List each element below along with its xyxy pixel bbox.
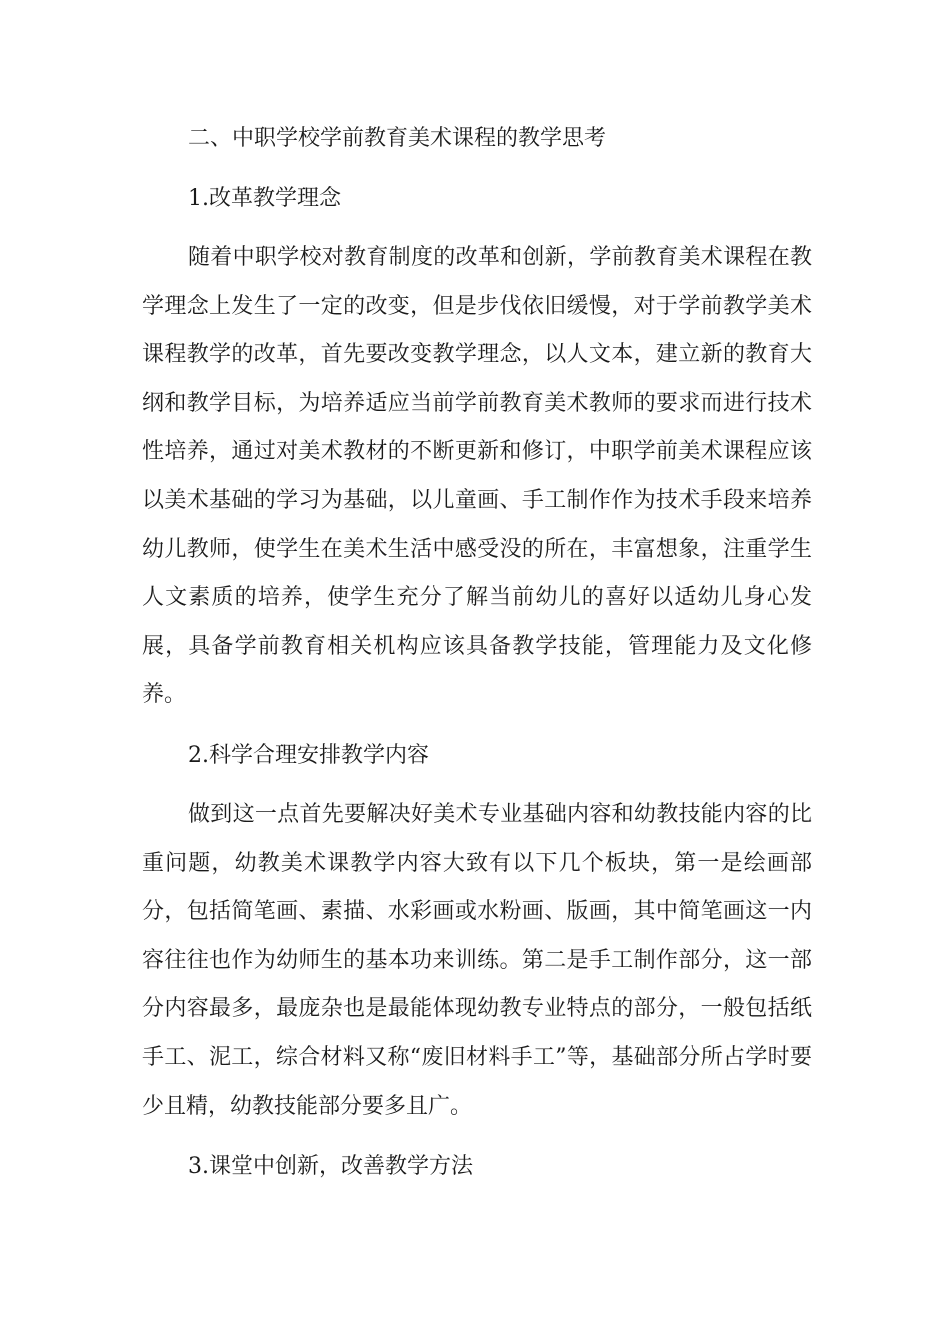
heading-3: 3.课堂中创新，改善教学方法 [188, 1154, 473, 1180]
paragraph-2: 做到这一点首先要解决好美术专业基础内容和幼教技能内容的比重问题，幼教美术课教学内容大致有以下几个板块，第一是绘画部分，包括简笔画、素描、水彩画或水粉画、版画，其中简笔画这一内容往往也作为幼师生的基本功来训练。第二是手工制作部分，这一部分内容最多，最庞杂也是最能体现幼教专业特点的部分，一般包括纸手工、泥工，综合材料又称“废旧材料手工”等，基础部分所占学时要少且精，幼教技能部分要多且广。 [142, 801, 812, 1119]
paragraph-1: 随着中职学校对教育制度的改革和创新，学前教育美术课程在教学理念上发生了一定的改变，但是步伐依旧缓慢，对于学前教学美术课程教学的改革，首先要改变教学理念，以人文本，建立新的教育大纲和教学目标，为培养适应当前学前教育美术教师的要求而进行技术性培养，通过对美术教材的不断更新和修订，中职学前美术课程应该以美术基础的学习为基础，以儿童画、手工制作作为技术手段来培养幼儿教师，使学生在美术生活中感受没的所在，丰富想象，注重学生人文素质的培养，使学生充分了解当前幼儿的喜好以适幼儿身心发展，具备学前教育相关机构应该具备教学技能，管理能力及文化修养。 [142, 245, 812, 708]
heading-1: 1.改革教学理念 [188, 186, 341, 211]
section-title: 二、中职学校学前教育美术课程的教学思考 [188, 126, 607, 151]
heading-2: 2.科学合理安排教学内容 [188, 742, 429, 768]
document-page [142, 115, 812, 1191]
